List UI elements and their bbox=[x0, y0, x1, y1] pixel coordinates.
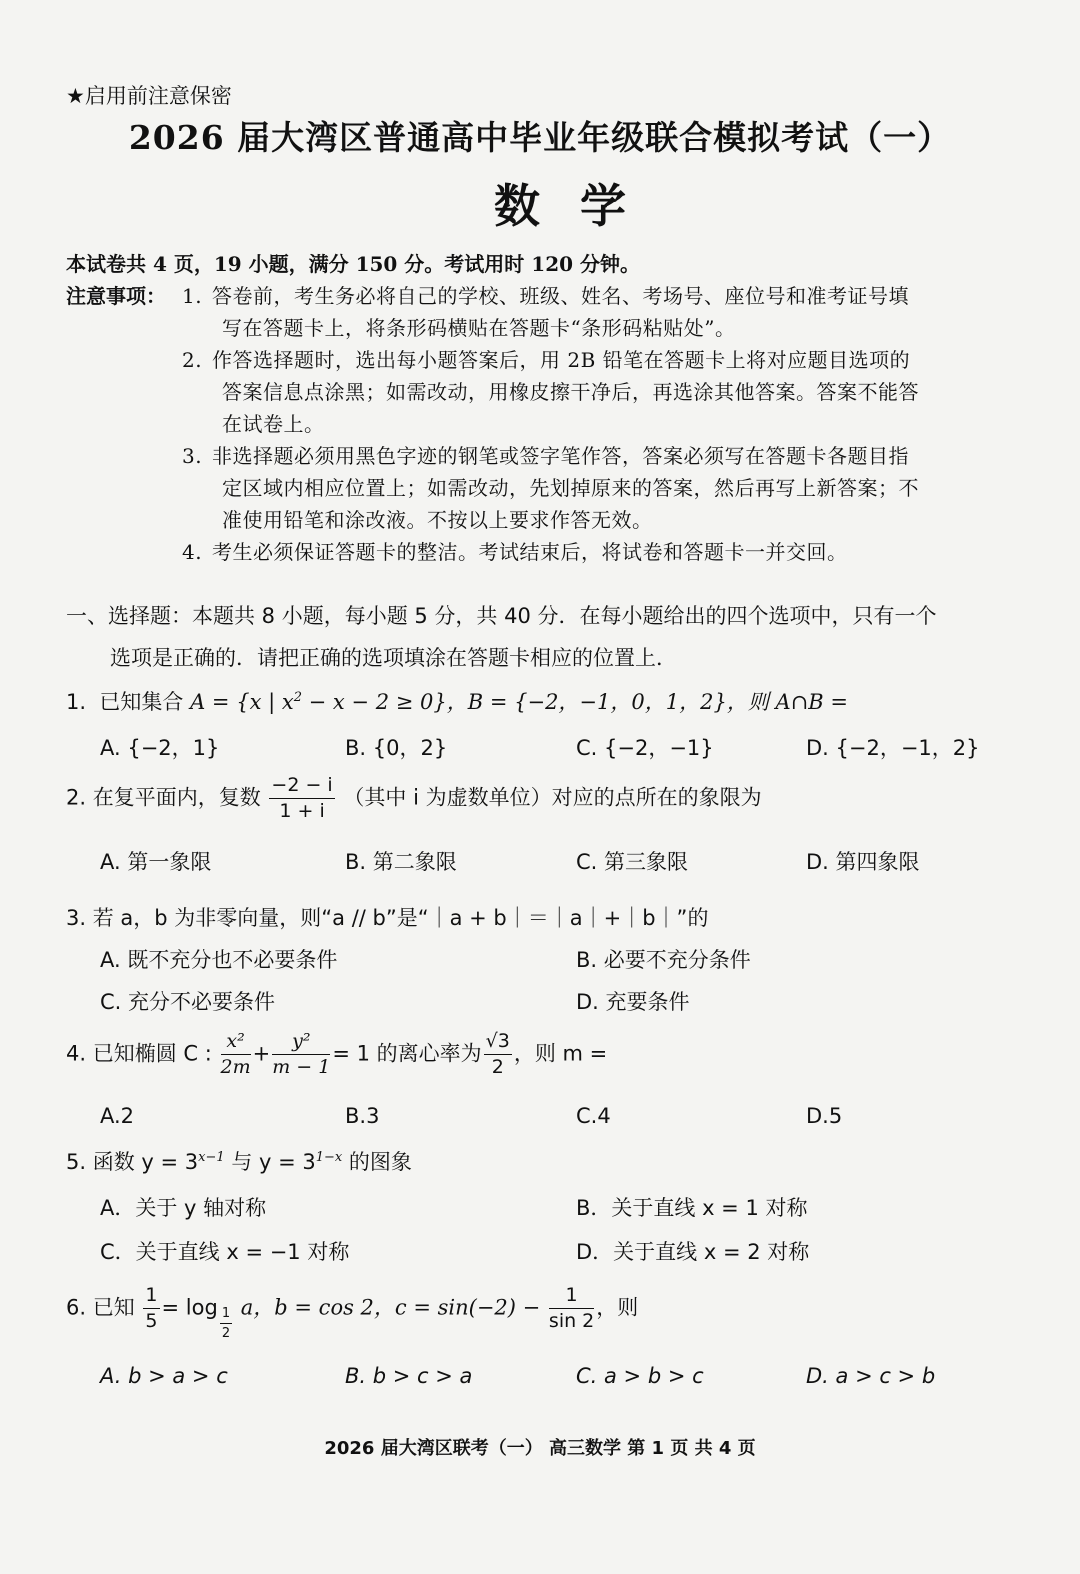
question-5: 5. 函数 $y = 3^{x-1}$ 与 $y = 3^{1-x}$ 的图象 bbox=[66, 1150, 412, 1174]
q2-option-b: B. 第二象限 bbox=[345, 850, 457, 874]
q3-option-b: B. 必要不充分条件 bbox=[576, 948, 751, 972]
notice-item-1-line-1: 1. 答卷前，考生务必将自己的学校、班级、姓名、考场号、座位号和准考证号填 bbox=[182, 284, 909, 308]
exam-title: 2026 届大湾区普通高中毕业年级联合模拟考试（一） bbox=[128, 118, 952, 157]
question-6: 6. 已知 $\frac{1}{5}$ = log $\frac{1}{2}$ a，b = cos 2，c = sin(−2) − $\frac{1}{\sin 2}$ ，则 bbox=[66, 1284, 639, 1341]
notice-item-2-line-2: 答案信息点涂黑；如需改动，用橡皮擦干净后，再选涂其他答案。答案不能答 bbox=[222, 380, 919, 404]
notice-item-2-line-1: 2. 作答选择题时，选出每小题答案后，用 2B 铅笔在答题卡上将对应题目选项的 bbox=[182, 348, 911, 372]
q2-option-d: D. 第四象限 bbox=[806, 850, 920, 874]
question-1: 1. 已知集合 A = {x | $x^2 - x - 2 \ge 0$}，B = {−2，−1，0，1，2}，则 A∩B = bbox=[66, 690, 848, 714]
q4-option-b: B.3 bbox=[345, 1104, 380, 1128]
q1-option-a: A. {−2，1} bbox=[100, 736, 220, 760]
notice-item-3-line-2: 定区域内相应位置上；如需改动，先划掉原来的答案，然后再写上新答案；不 bbox=[222, 476, 919, 500]
q6-option-c: C. a > b > c bbox=[576, 1364, 704, 1388]
q3-option-c: C. 充分不必要条件 bbox=[100, 990, 276, 1014]
section-1-heading-line-2: 选项是正确的．请把正确的选项填涂在答题卡相应的位置上． bbox=[110, 646, 677, 670]
q4-option-d: D.5 bbox=[806, 1104, 843, 1128]
question-3: 3. 若 a，b 为非零向量，则“a // b”是“｜a + b｜＝｜a｜+｜b｜”的 bbox=[66, 906, 709, 930]
question-4: 4. 已知椭圆 C : $\frac{\text{x²}}{2m}$ + $\frac{\text{y²}}{m - 1}$ = 1 的离心率为 $\frac{√3}{2}$ ，则 m = bbox=[66, 1030, 608, 1078]
page-footer: 2026 届大湾区联考（一） 高三数学 第 1 页 共 4 页 bbox=[324, 1438, 756, 1459]
q1-option-d: D. {−2，−1，2} bbox=[806, 736, 980, 760]
q2-option-a: A. 第一象限 bbox=[100, 850, 212, 874]
q5-option-a: A．关于 y 轴对称 bbox=[100, 1196, 267, 1220]
notice-label: 注意事项： bbox=[66, 284, 166, 308]
q5-option-d: D．关于直线 x = 2 对称 bbox=[576, 1240, 810, 1264]
q2-option-c: C. 第三象限 bbox=[576, 850, 689, 874]
q4-option-a: A.2 bbox=[100, 1104, 135, 1128]
subject-title: 数学 bbox=[494, 179, 666, 233]
notice-item-3-line-1: 3. 非选择题必须用黑色字迹的钢笔或签字笔作答，答案必须写在答题卡各题目指 bbox=[182, 444, 909, 468]
confidential-notice: ★启用前注意保密 bbox=[66, 84, 232, 108]
question-2: 2. 在复平面内，复数 $\frac{-2 - i}{1 + i}$ （其中 i 为虚数单位）对应的点所在的象限为 bbox=[66, 774, 762, 822]
q4-option-c: C.4 bbox=[576, 1104, 611, 1128]
q3-option-a: A. 既不充分也不必要条件 bbox=[100, 948, 338, 972]
q5-option-b: B．关于直线 x = 1 对称 bbox=[576, 1196, 808, 1220]
q6-option-a: A. b > a > c bbox=[100, 1364, 228, 1388]
q2-fraction: $\frac{-2 - i}{1 + i}$ bbox=[271, 774, 333, 822]
notice-item-2-line-3: 在试卷上。 bbox=[222, 412, 325, 436]
q1-option-c: C. {−2，−1} bbox=[576, 736, 714, 760]
section-1-heading: 一、选择题：本题共 8 小题，每小题 5 分，共 40 分．在每小题给出的四个选项中，只有一个 bbox=[66, 604, 937, 628]
notice-item-1-line-2: 写在答题卡上，将条形码横贴在答题卡“条形码粘贴处”。 bbox=[222, 316, 736, 340]
q1-option-b: B. {0，2} bbox=[345, 736, 448, 760]
q5-option-c: C．关于直线 x = −1 对称 bbox=[100, 1240, 350, 1264]
q6-option-b: B. b > c > a bbox=[345, 1364, 473, 1388]
q3-option-d: D. 充要条件 bbox=[576, 990, 690, 1014]
q6-option-d: D. a > c > b bbox=[806, 1364, 936, 1388]
notice-item-3-line-3: 准使用铅笔和涂改液。不按以上要求作答无效。 bbox=[222, 508, 653, 532]
notice-item-4-line-1: 4. 考生必须保证答题卡的整洁。考试结束后，将试卷和答题卡一并交回。 bbox=[182, 540, 848, 564]
exam-info: 本试卷共 4 页，19 小题，满分 150 分。考试用时 120 分钟。 bbox=[66, 252, 640, 276]
